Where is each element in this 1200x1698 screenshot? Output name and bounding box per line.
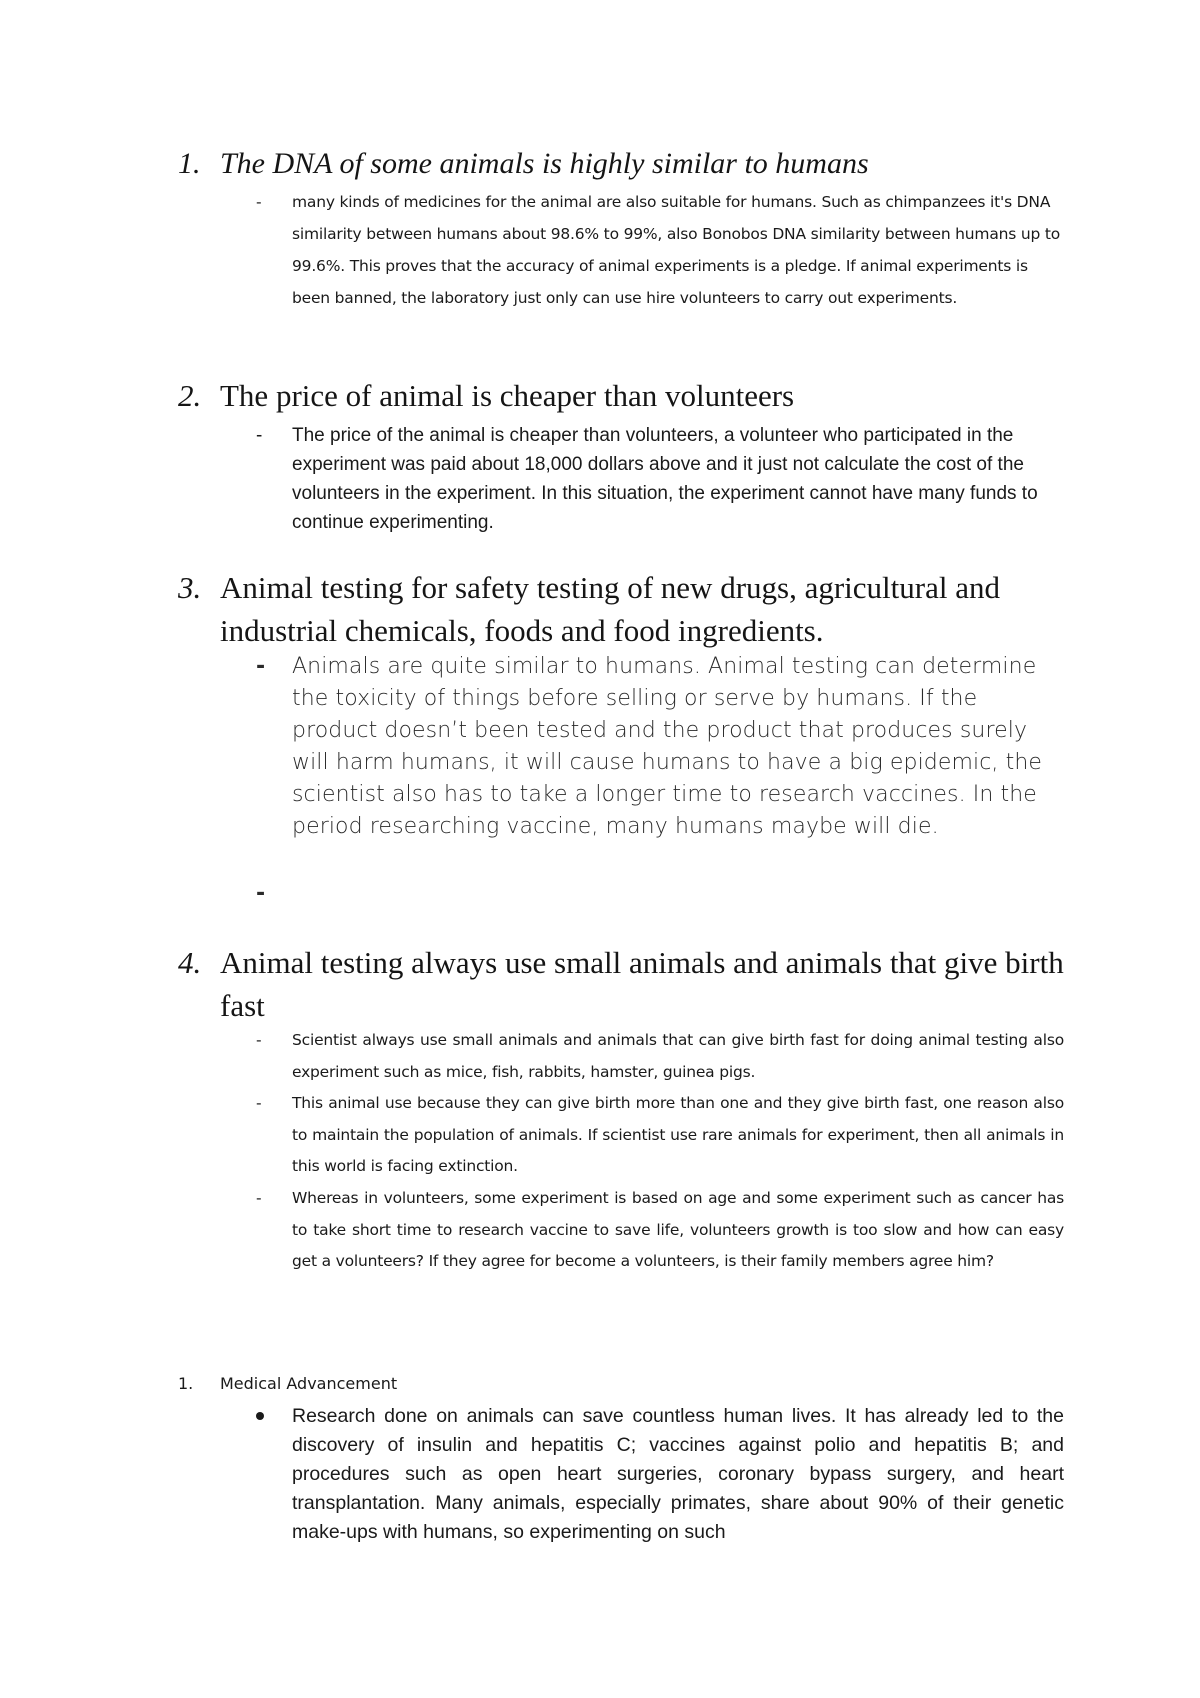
paragraph-text: Scientist always use small animals and animals that can give birth fast for doing animal testing also experiment such as mice, fish, rabbits, hamster, guinea pigs. bbox=[292, 1031, 1064, 1081]
list-number: 4. bbox=[178, 945, 202, 980]
list-number: 2. bbox=[178, 378, 202, 413]
heading-text: Animal testing always use small animals and animals that give birth fast bbox=[220, 945, 1064, 1023]
list-number: 1. bbox=[178, 1374, 194, 1393]
paragraph-text: The price of the animal is cheaper than volunteers, a volunteer who participated in the experiment was paid about 18,000 dollars above and it just not calculate the cost of the volunteers in the experiment. In this situation, the experiment cannot have many funds to continue experimenting. bbox=[292, 425, 1038, 533]
dash-marker: - bbox=[256, 193, 262, 211]
dash-marker: - bbox=[256, 1031, 262, 1049]
dash-marker: - bbox=[256, 881, 266, 906]
paragraph-text: Research done on animals can save countless human lives. It has already led to the discovery of insulin and hepatitis C; vaccines against polio and hepatitis B; and procedures such as open heart surgeries, coronary bypass surgery, and heart transplantation. Many animals, especially primates, share about 90% of their genetic make-ups with humans, so experimenting on such bbox=[292, 1405, 1064, 1543]
dash-marker: - bbox=[256, 1189, 262, 1207]
paragraph-text: many kinds of medicines for the animal are also suitable for humans. Such as chimpanzees it's DNA similarity between humans about 98.6% to 99%, also Bonobos DNA similarity between humans up to 99.6%. This proves that the accuracy of animal experiments is a pledge. If animal experiments is been banned, the laboratory just only can use hire volunteers to carry out experiments. bbox=[292, 193, 1060, 307]
paragraph-text: Animals are quite similar to humans. Animal testing can determine the toxicity of things before selling or serve by humans. If the product doesn’t been tested and the product that produces surely will harm humans, it will cause humans to have a big epidemic, the scientist also has to take a longer time to research vaccines. In the period researching vaccine, many humans maybe will die. bbox=[292, 654, 1043, 839]
heading-text: The DNA of some animals is highly similar to humans bbox=[220, 147, 869, 180]
heading-text: Medical Advancement bbox=[220, 1374, 398, 1393]
dash-marker: - bbox=[256, 654, 266, 679]
list-number: 1. bbox=[178, 147, 201, 180]
heading-text: The price of animal is cheaper than volunteers bbox=[220, 378, 795, 413]
list-item-text-clip bbox=[0, 1402, 1200, 1558]
dash-marker: - bbox=[256, 1094, 262, 1112]
heading-text: Animal testing for safety testing of new drugs, agricultural and industrial chemicals, foods and food ingredients. bbox=[220, 570, 1000, 648]
dash-marker: - bbox=[256, 425, 263, 446]
paragraph-text: This animal use because they can give birth more than one and they give birth fast, one reason also to maintain the population of animals. If scientist use rare animals for experiment, then all animals in this world is facing extinction. bbox=[292, 1094, 1064, 1175]
paragraph-text: Whereas in volunteers, some experiment is based on age and some experiment such as cancer has to take short time to research vaccine to save life, volunteers growth is too slow and how can easy get a volunteers? If they agree for become a volunteers, is their family members agree him? bbox=[292, 1189, 1064, 1270]
list-number: 3. bbox=[178, 570, 202, 605]
